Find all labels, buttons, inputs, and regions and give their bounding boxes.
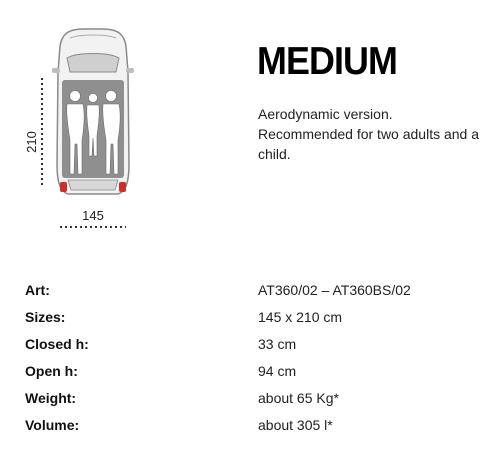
spec-value: about 65 Kg* — [258, 389, 339, 406]
spec-label: Weight: — [25, 389, 77, 406]
spec-value: about 305 l* — [258, 416, 333, 433]
specs-table — [25, 276, 485, 438]
product-description: Aerodynamic version. Recommended for two adults and a child. — [258, 106, 480, 162]
spec-value: 94 cm — [258, 362, 297, 379]
spec-row-sizes — [25, 303, 485, 330]
spec-row-art — [25, 276, 485, 303]
spec-row-closed-height — [25, 330, 485, 357]
spec-label: Closed h: — [25, 335, 89, 352]
height-dimension-label: 210 — [24, 131, 39, 153]
spec-row-volume — [25, 411, 485, 438]
spec-label: Volume: — [25, 416, 80, 433]
car-top-view-illustration — [22, 24, 152, 234]
spec-label: Sizes: — [25, 308, 66, 325]
spec-value: 33 cm — [258, 335, 297, 352]
spec-value: 145 x 210 cm — [258, 308, 343, 325]
spec-value: AT360/02 – AT360BS/02 — [258, 281, 411, 298]
product-title: MEDIUM — [257, 40, 397, 83]
spec-row-open-height — [25, 357, 485, 384]
spec-label: Art: — [25, 281, 50, 298]
spec-label: Open h: — [25, 362, 78, 379]
spec-row-weight — [25, 384, 485, 411]
car-tent-diagram — [22, 24, 152, 234]
width-dimension-label: 145 — [82, 208, 104, 223]
